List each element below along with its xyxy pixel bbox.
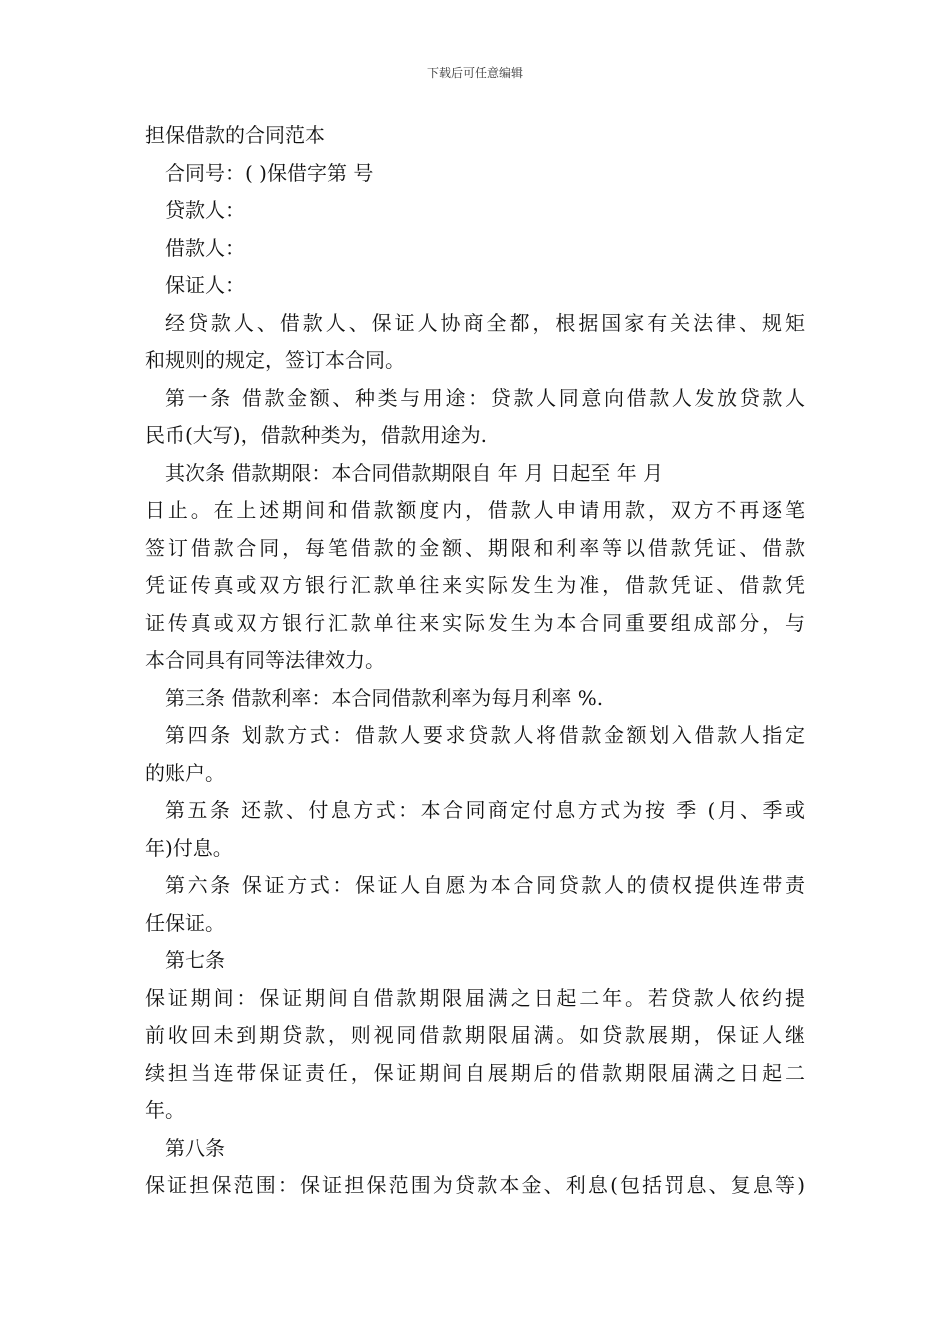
article-2-line: 证传真或双方银行汇款单往来实际发生为本合同重要组成部分，与 <box>145 610 805 635</box>
article-4-line: 的账户。 <box>145 760 225 785</box>
article-2-line: 凭证传真或双方银行汇款单往来实际发生为准，借款凭证、借款凭 <box>145 573 805 597</box>
article-4-line: 第四条 划款方式：借款人要求贷款人将借款金额划入借款人指定 <box>165 723 805 747</box>
contract-body <box>145 117 805 1205</box>
article-2-line: 本合同具有同等法律效力。 <box>145 648 385 672</box>
guarantor-field: 保证人： <box>165 273 245 297</box>
contract-number: 合同号：( )保借字第 号 <box>165 160 374 185</box>
article-7-line: 前收回未到期贷款，则视同借款期限届满。如贷款展期，保证人继 <box>145 1023 805 1047</box>
article-8-heading: 第八条 <box>165 1135 225 1160</box>
article-3-line: 第三条 借款利率：本合同借款利率为每月利率 %. <box>165 685 604 710</box>
article-7-line: 保证期间：保证期间自借款期限届满之日起二年。若贷款人依约提 <box>145 985 805 1010</box>
page-header-note: 下载后可任意编辑 <box>426 66 523 80</box>
article-5-line: 年)付息。 <box>145 835 233 860</box>
article-6-line: 第六条 保证方式：保证人自愿为本合同贷款人的债权提供连带责 <box>165 873 805 897</box>
preamble-line: 经贷款人、借款人、保证人协商全都，根据国家有关法律、规矩 <box>165 310 805 335</box>
article-7-line: 续担当连带保证责任，保证期间自展期后的借款期限届满之日起二 <box>145 1060 805 1085</box>
article-2-line: 日止。在上述期间和借款额度内，借款人申请用款，双方不再逐笔 <box>145 498 805 522</box>
article-5-line: 第五条 还款、付息方式：本合同商定付息方式为按 季 (月、季或 <box>165 798 805 822</box>
lender-field: 贷款人： <box>165 198 245 222</box>
borrower-field: 借款人： <box>165 235 245 260</box>
article-6-line: 任保证。 <box>145 910 225 935</box>
document-title: 担保借款的合同范本 <box>145 123 325 147</box>
article-2-line: 签订借款合同，每笔借款的金额、期限和利率等以借款凭证、借款 <box>145 535 805 560</box>
article-8-line: 保证担保范围：保证担保范围为贷款本金、利息(包括罚息、复息等) <box>145 1173 805 1197</box>
article-7-line: 年。 <box>145 1098 185 1122</box>
article-1-line: 第一条 借款金额、种类与用途：贷款人同意向借款人发放贷款人 <box>165 385 805 410</box>
article-7-heading: 第七条 <box>165 948 225 972</box>
preamble-line: 和规则的规定，签订本合同。 <box>145 348 405 372</box>
article-1-line: 民币(大写)，借款种类为，借款用途为. <box>145 423 487 447</box>
article-2-line: 其次条 借款期限：本合同借款期限自 年 月 日起至 年 月 <box>165 460 664 485</box>
